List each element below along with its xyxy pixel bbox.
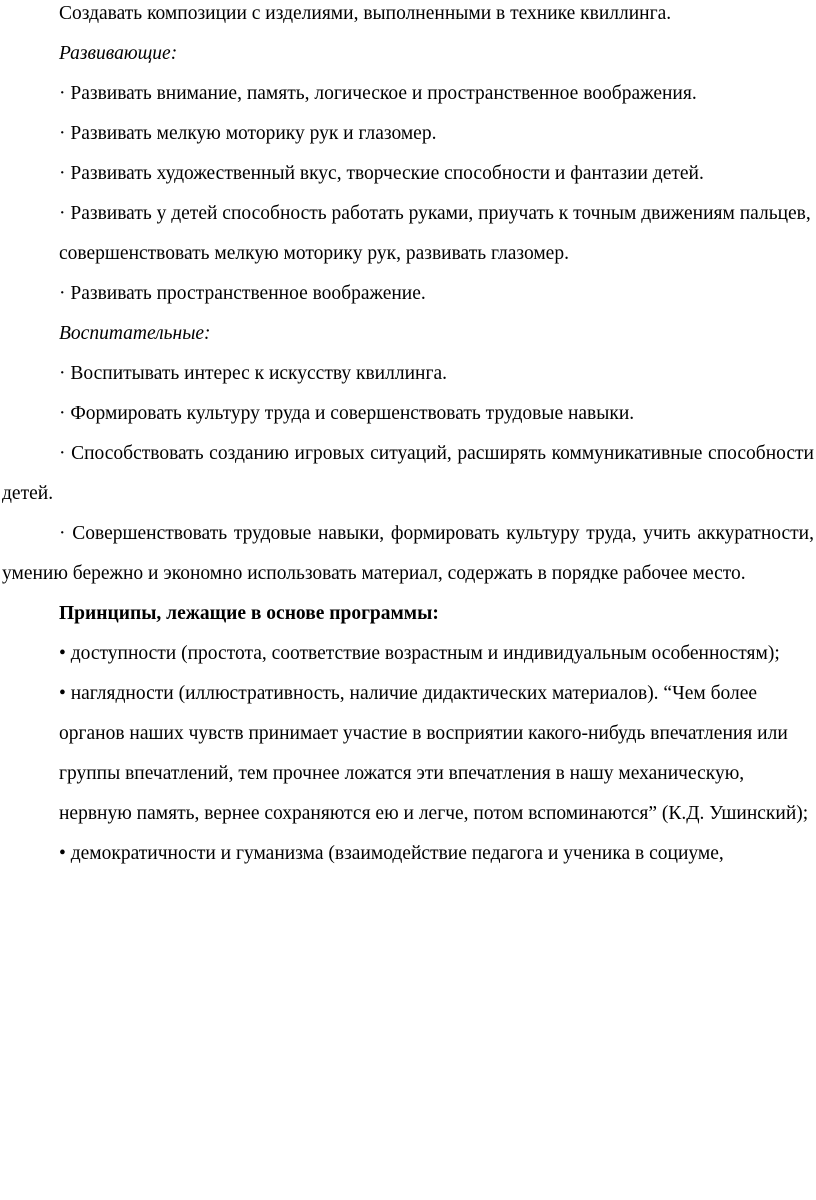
- list-item-accessibility: • доступности (простота, соответствие возрастным и индивидуальным особенностям);: [59, 643, 780, 664]
- list-item-artistic-taste: · Развивать художественный вкус, творческие способности и фантазии детей.: [59, 163, 704, 184]
- paragraph-senses: органов наших чувств принимает участие в восприятии какого-нибудь впечатления или: [59, 723, 788, 744]
- heading-developing: Развивающие:: [59, 43, 178, 64]
- list-item-visibility: • наглядности (иллюстративность, наличие дидактических материалов). “Чем более: [59, 683, 758, 704]
- list-item-spatial-imagination: · Развивать пространственное воображение.: [59, 283, 426, 304]
- list-item-attention: · Развивать внимание, память, логическое и пространственное воображения.: [59, 83, 697, 104]
- heading-educational: Воспитательные:: [59, 323, 211, 344]
- paragraph-compositions: Создавать композиции с изделиями, выполненными в технике квиллинга.: [59, 3, 672, 24]
- paragraph-memory-quote: нервную память, вернее сохраняются ею и легче, потом вспоминаются” (К.Д. Ушинский);: [59, 803, 809, 824]
- list-item-motor-skills: · Развивать мелкую моторику рук и глазомер.: [59, 123, 437, 144]
- list-item-hand-work: · Развивать у детей способность работать руками, приучать к точным движениям пальцев,: [59, 203, 811, 224]
- list-item-improve-work-skills: · Совершенствовать трудовые навыки, формировать культуру труда, учить аккуратности, умению бережно и экономно использовать материал, содержать в порядке рабочее место.: [2, 523, 814, 584]
- list-item-interest-quilling: · Воспитывать интерес к искусству квиллинга.: [59, 363, 447, 384]
- paragraph-improve-motor-skills: совершенствовать мелкую моторику рук, развивать глазомер.: [59, 243, 569, 264]
- list-item-work-culture: · Формировать культуру труда и совершенствовать трудовые навыки.: [59, 403, 635, 424]
- list-item-game-situations: · Способствовать созданию игровых ситуаций, расширять коммуникативные способности детей.: [2, 443, 814, 504]
- heading-principles: Принципы, лежащие в основе программы:: [59, 603, 439, 624]
- paragraph-impressions: группы впечатлений, тем прочнее ложатся эти впечатления в нашу механическую,: [59, 763, 745, 784]
- list-item-democracy: • демократичности и гуманизма (взаимодействие педагога и ученика в социуме,: [59, 843, 724, 864]
